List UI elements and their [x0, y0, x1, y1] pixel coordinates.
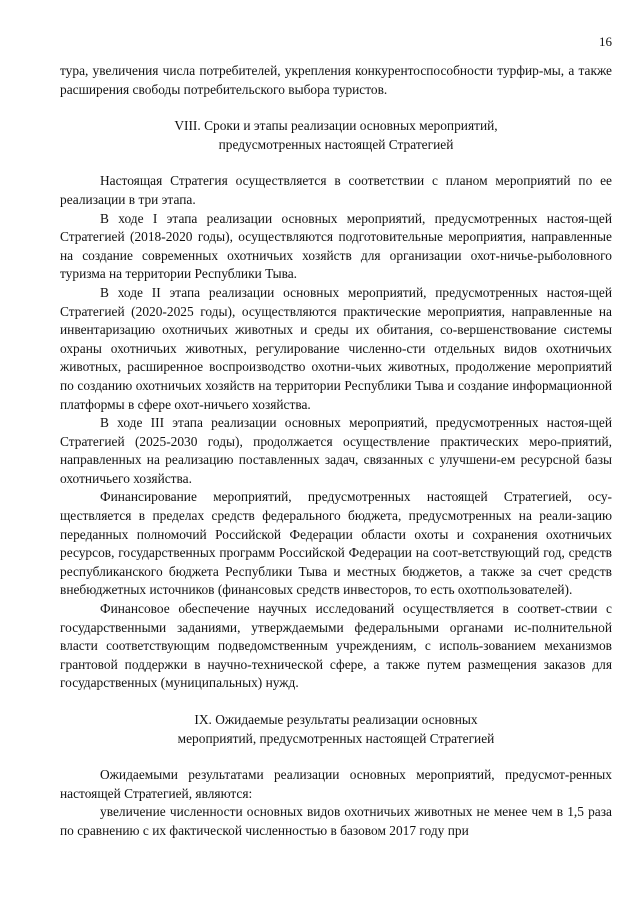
section-8-heading-line-1: VIII. Сроки и этапы реализации основных мероприятий,	[174, 118, 498, 134]
intro-paragraph: тура, увеличения числа потребителей, укрепления конкурентоспособности турфир-мы, а также расширения свободы потребительского выбора туристов.	[60, 63, 612, 97]
section-9-paragraph: увеличение численности основных видов охотничьих животных не менее чем в 1,5 раза по сравнению с их фактической численностью в базовом 2017 году при	[60, 804, 612, 838]
section-8-paragraph: В ходе III этапа реализации основных мероприятий, предусмотренных настоя-щей Стратегией (2025-2030 годы), продолжается осуществление практических меро-приятий, направленных на реализацию поставленных задач, связанных с улучшени-ем ресурсной базы охотничьего хозяйства.	[60, 415, 612, 486]
page-number: 16	[599, 34, 612, 49]
section-8-paragraph: Финансирование мероприятий, предусмотренных настоящей Стратегией, осу-ществляется в пределах средств федерального бюджета, предусмотренных на реали-зацию переданных полномочий Российской Федерации области охоты и сохранения охотничьих ресурсов, государственных программ Российской Федерации на соот-ветствующий год, средств республиканского бюджета Республики Тыва и местных бюджетов, а также за счет средств внебюджетных источников (финансовых средств инвесторов, то есть охотпользователей).	[60, 489, 612, 598]
section-8-paragraph: В ходе II этапа реализации основных мероприятий, предусмотренных настоя-щей Стратегией (2020-2025 годы), осуществляются практические мероприятия, направленные на инвентаризацию охотничьих животных и среды их обитания, со-вершенствование системы охраны охотничьих животных, регулирование численно-сти отдельных видов охотничьих животных, расширенное воспроизводство охотни-чьих животных, продолжение мероприятий по созданию охотничьих хозяйств на территории Республики Тыва и создание информационной платформы в сфере охот-ничьего хозяйства.	[60, 284, 612, 412]
section-8-heading	[60, 117, 612, 154]
section-8-paragraph: Настоящая Стратегия осуществляется в соответствии с планом мероприятий по ее реализации в три этапа.	[60, 173, 612, 207]
document-body	[60, 62, 612, 841]
section-8-heading-line-2: предусмотренных настоящей Стратегией	[218, 136, 454, 152]
section-8-paragraph: Финансовое обеспечение научных исследований осуществляется в соответ-ствии с государственными заданиями, утверждаемыми федеральными органами ис-полнительной власти соответствующим подведомственным учреждениям, с исполь-зованием механизмов грантовой поддержки в научно-технической сфере, а также путем размещения заказов для государственных (муниципальных) нужд.	[60, 601, 612, 691]
section-9-heading-line-2: мероприятий, предусмотренных настоящей Стратегией	[177, 730, 495, 746]
section-9-heading-line-1: IX. Ожидаемые результаты реализации основных	[194, 712, 478, 727]
section-8-paragraph: В ходе I этапа реализации основных мероприятий, предусмотренных настоя-щей Стратегией (2018-2020 годы), осуществляются подготовительные мероприятия, направленные на создание современных охотничьих хозяйств для организации охот-ничье-рыболовного туризма на территории Республики Тыва.	[60, 210, 612, 282]
section-9-heading	[60, 711, 612, 748]
section-9-paragraph: Ожидаемыми результатами реализации основных мероприятий, предусмот-ренных настоящей Стратегией, являются:	[60, 767, 612, 801]
